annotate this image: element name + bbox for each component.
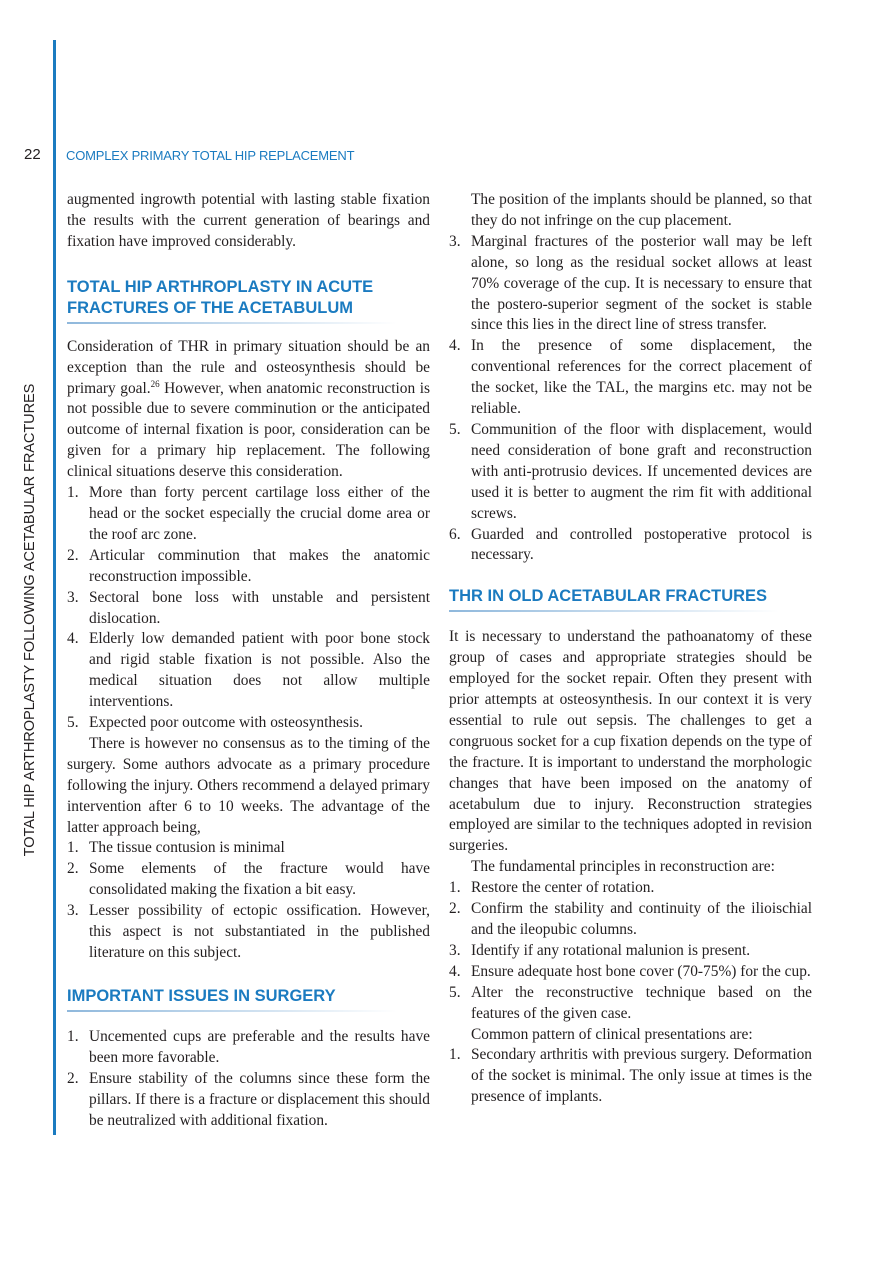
list-item xyxy=(67,483,430,546)
list-item-text: Identify if any rotational malunion is present. xyxy=(471,941,751,959)
list-item-text: Ensure adequate host bone cover (70-75%) for the cup. xyxy=(471,962,811,980)
list-item xyxy=(449,420,812,525)
section-heading-issues: IMPORTANT ISSUES IN SURGERY xyxy=(67,986,430,1009)
paragraph: The fundamental principles in reconstruction are: xyxy=(471,858,775,876)
page-number: 22 xyxy=(24,146,41,163)
paragraph: Common pattern of clinical presentations are: xyxy=(471,1025,753,1043)
right-column xyxy=(449,190,812,1108)
paragraph-text: However, when anatomic reconstruction is not possible due to severe comminution or the anticipated outcome of internal fixation is poor, consideration can be given for a primary hip replacement. The following clinical situations deserve this consideration. xyxy=(67,379,430,481)
list-item xyxy=(449,962,812,983)
margin-rule xyxy=(53,40,56,1135)
list-item xyxy=(67,859,430,901)
list-item-number: 1. xyxy=(449,1046,461,1064)
list-item xyxy=(67,629,430,713)
running-head: COMPLEX PRIMARY TOTAL HIP REPLACEMENT xyxy=(66,148,355,163)
list-item-number: 2. xyxy=(449,900,461,918)
side-title-text: TOTAL HIP ARTHROPLASTY FOLLOWING ACETABULAR FRACTURES xyxy=(22,383,38,857)
numbered-list xyxy=(449,1045,812,1108)
list-item-number: 1. xyxy=(449,879,461,897)
list-item xyxy=(67,838,430,859)
list-item-text: Some elements of the fracture would have consolidated making the fixation a bit easy. xyxy=(89,860,430,899)
list-item-number: 3. xyxy=(449,232,461,250)
list-item-number: 3. xyxy=(67,902,79,920)
list-item xyxy=(67,588,430,630)
list-item-text: Secondary arthritis with previous surgery. Deformation of the socket is minimal. The only issue at times is the presence of implants. xyxy=(471,1046,812,1106)
list-item-text: Articular comminution that makes the anatomic reconstruction impossible. xyxy=(89,546,430,585)
list-item xyxy=(449,941,812,962)
list-item-text: Ensure stability of the columns since these form the pillars. If there is a fracture or displacement this should be neutralized with additional fixation. xyxy=(89,1069,430,1129)
list-item xyxy=(67,546,430,588)
intro-paragraph: augmented ingrowth potential with lasting stable fixation the results with the current generation of bearings and fixation have improved considerably. xyxy=(67,191,430,250)
list-item-number: 1. xyxy=(67,839,79,857)
numbered-list xyxy=(449,232,812,567)
list-item-text: Alter the reconstructive technique based on the features of the given case. xyxy=(471,983,812,1022)
list-item xyxy=(67,901,430,964)
list-item-number: 5. xyxy=(449,983,461,1001)
left-column xyxy=(67,190,430,1131)
list-item-text: Communition of the floor with displacement, would need consideration of bone graft and reconstruction with anti-protrusio devices. If uncemented devices are used it is better to augment the rim fit with additional screws. xyxy=(471,420,812,522)
list-item xyxy=(449,525,812,567)
numbered-list xyxy=(67,483,430,734)
list-item-text: Lesser possibility of ectopic ossification. However, this aspect is not substantiated in the published literature on this subject. xyxy=(89,902,430,961)
list-item-text: Confirm the stability and continuity of the ilioischial and the ileopubic columns. xyxy=(471,900,812,938)
list-item-number: 3. xyxy=(67,588,79,606)
list-item-number: 2. xyxy=(67,546,79,564)
paragraph: It is necessary to understand the pathoanatomy of these group of cases and appropriate strategies should be employed for the socket repair. Often they present with prior attempts at osteosynthesis. In our context it is very essential to rule out sepsis. The challenges to get a congruous socket for a cup fixation depends on the type of the fracture. It is important to understand the morphologic changes that have been imposed on the anatomy of acetabulum due to injury. Reconstruction strategies employed are similar to the techniques adopted in revision surgeries. xyxy=(449,628,812,855)
list-item xyxy=(449,1045,812,1108)
list-item-text: More than forty percent cartilage loss either of the head or the socket especially the crucial dome area or the roof arc zone. xyxy=(89,484,430,543)
list-item-number: 3. xyxy=(449,941,461,959)
paragraph xyxy=(67,337,430,483)
list-item xyxy=(449,336,812,420)
numbered-list xyxy=(449,878,812,1024)
numbered-list xyxy=(67,838,430,963)
list-item-number: 1. xyxy=(67,484,79,502)
list-item-number: 5. xyxy=(67,714,79,732)
list-item-number: 2. xyxy=(67,860,79,878)
list-item-number: 4. xyxy=(449,962,461,980)
list-item-text: Guarded and controlled postoperative protocol is necessary. xyxy=(471,525,812,564)
numbered-list xyxy=(67,1027,430,1132)
list-item-text: Restore the center of rotation. xyxy=(471,879,655,897)
list-item-number: 2. xyxy=(67,1069,79,1087)
list-item-number: 1. xyxy=(67,1027,79,1045)
list-item-text: Marginal fractures of the posterior wall may be left alone, so long as the residual socket allows at least 70% coverage of the cup. It is necessary to ensure that the postero-superior segment of the socket is stable since this lies in the direct line of stress transfer. xyxy=(471,232,812,334)
list-item-number: 6. xyxy=(449,525,461,543)
section-heading-old: THR IN OLD ACETABULAR FRACTURES xyxy=(449,586,812,609)
list-item-number: 5. xyxy=(449,420,461,438)
list-item-text: Sectoral bone loss with unstable and persistent dislocation. xyxy=(89,588,430,627)
list-item-text: Elderly low demanded patient with poor bone stock and rigid stable fixation is not possible. Also the medical situation does not allow multiple interventions. xyxy=(89,630,430,711)
list-item xyxy=(67,1027,430,1069)
list-item xyxy=(67,713,430,734)
list-item-text: Uncemented cups are preferable and the results have been more favorable. xyxy=(89,1027,430,1066)
paragraph-text: Consideration of THR in primary situation should be an exception than the rule and osteosynthesis should be primary goal. xyxy=(67,337,430,397)
list-item-text: In the presence of some displacement, the conventional references for the correct placement of the socket, like the TAL, the margins etc. may not be reliable. xyxy=(471,337,812,418)
paragraph: There is however no consensus as to the timing of the surgery. Some authors advocate as a primary procedure following the injury. Others recommend a delayed primary intervention after 6 to 10 weeks. The advantage of the latter approach being, xyxy=(67,734,430,836)
list-item-number: 4. xyxy=(449,337,461,355)
reference-citation: 26 xyxy=(150,378,160,389)
list-item-text: Expected poor outcome with osteosynthesis. xyxy=(89,714,363,732)
list-item-text: The tissue contusion is minimal xyxy=(89,839,285,857)
list-item xyxy=(449,899,812,941)
list-item xyxy=(449,983,812,1025)
continued-paragraph: The position of the implants should be planned, so that they do not infringe on the cup placement. xyxy=(471,191,812,229)
list-item xyxy=(449,878,812,899)
list-item xyxy=(67,1069,430,1132)
list-item-number: 4. xyxy=(67,630,79,648)
section-heading-acute: TOTAL HIP ARTHROPLASTY IN ACUTE FRACTURES OF THE ACETABULUM xyxy=(67,277,430,321)
list-item xyxy=(449,232,812,337)
